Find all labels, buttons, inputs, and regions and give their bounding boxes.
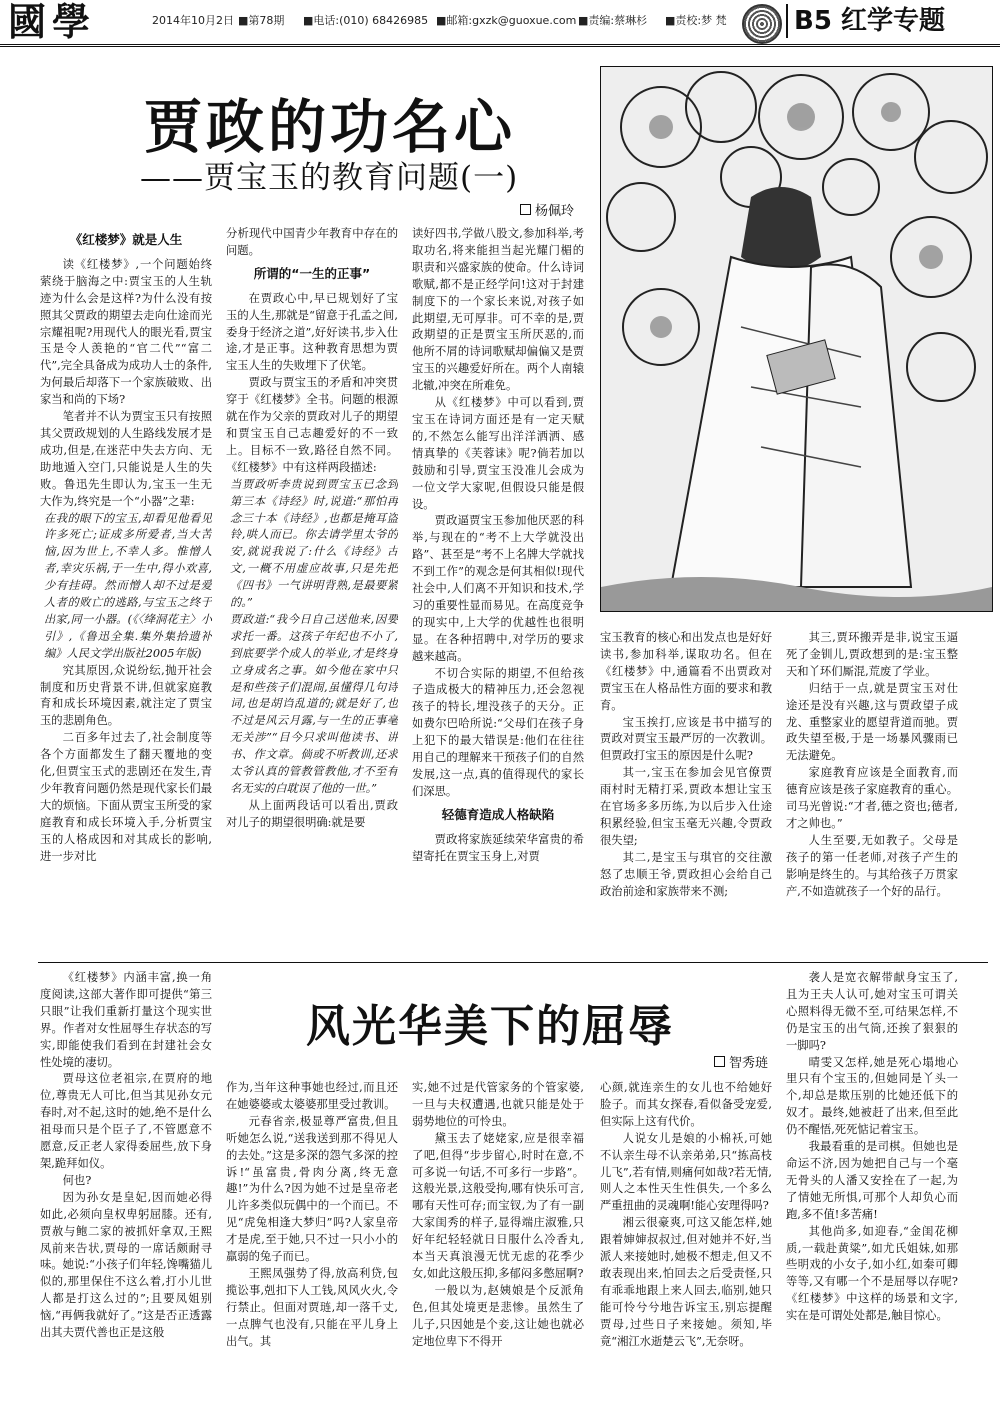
paragraph: 其二,是宝玉与琪官的交往激怒了忠顺王爷,贾政担心会给自己政治前途和家族带来不测; — [600, 850, 772, 898]
paragraph: 因为孙女是皇妃,因而她必得如此,必须向皇权卑躬屈膝。还有,贾赦与鲍二家的被抓奸拿双,王熙凤前来告状,贾母的一席话颇耐寻味。她说:“小孩子们年轻,馋嘴猫儿似的,那里保住不这么着,打小儿世人都是打这么过的”;且要凤姐别恼,“再俩我就好了。”这是否正透露出其夫贾代善也正是这般 — [40, 1190, 212, 1340]
proofreader: ■责校:梦 梵 — [665, 14, 727, 27]
article2-column-5 — [786, 970, 958, 1400]
article2-column-4 — [600, 1080, 772, 1400]
article1-column-1 — [40, 226, 212, 956]
paragraph: 贾母这位老祖宗,在贾府的地位,尊贵无人可比,但当其见孙女元春时,对不起,这时的她,绝不是什么祖母而只是个臣子了,不管愿意不愿意,反正老人家得委屈些,放下身架,跪拜如仪。 — [40, 1072, 212, 1170]
paragraph: 二百多年过去了,社会制度等各个方面都发生了翻天覆地的变化,但贾宝玉式的悲剧还在发生,青少年教育问题仍然是现代家长们最大的烦恼。下面从贾宝玉所受的家庭教育和成长环境入手,分析贾宝玉的人格成因和对其成长的影响,进一步对比 — [40, 731, 212, 863]
subhead: 轻德育造成人格缺陷 — [441, 806, 555, 822]
paragraph: 人生至要,无如教子。父母是孩子的第一任老师,对孩子产生的影响是终生的。与其给孩子万贯家产,不如造就孩子一个好的品行。 — [786, 833, 958, 898]
header-rule — [0, 44, 1000, 47]
paragraph: 归结于一点,就是贾宝玉对仕途还是没有兴趣,这与贾政望子成龙、重整家业的愿望背道而驰。贾政失望至极,于是一场暴风骤雨已无法避免。 — [786, 681, 958, 763]
article2-column-2 — [226, 1080, 398, 1400]
page-header — [0, 0, 1000, 44]
issue-date: 2014年10月2日 — [152, 14, 234, 27]
paragraph: 黛玉去了姥姥家,应是很幸福了吧,但得“步步留心,时时在意,不可多说一句话,不可多行一步路”。这般光景,这般受拘,哪有快乐可言,哪有天性可存;而宝钗,为了有一副大家闺秀的样子,显得端庄淑雅,只好年纪轻轻就日日服什么冷香丸,本当天真浪漫无忧无虑的花季少女,如此这般压抑,多郁闷多憋屈啊? — [412, 1131, 584, 1280]
article1-column-3 — [412, 226, 584, 956]
illustration-image — [600, 66, 993, 612]
article1-column-4 — [600, 630, 772, 956]
responsible-editor: ■责编:蔡琳杉 — [578, 14, 648, 27]
seal-icon — [742, 4, 782, 44]
paragraph: 家庭教育应该是全面教育,而德育应该是孩子家庭教育的重心。司马光曾说:“才者,德之资也;德者,才之帅也。” — [786, 766, 958, 830]
quotation: 在我的眼下的宝玉,却看见他看见许多死亡;证成多所爱者,当大苦恼,因为世上,不幸人多。惟憎人者,幸灾乐祸,于一生中,得小欢喜,少有挂碍。然而憎人却不过是爱人者的败亡的逃路,与宝玉之终于出家,同一小器。(《〈绛洞花主〉小引》,《鲁迅全集.集外集拾遗补编》人民文学出版社2005年版) — [44, 511, 212, 660]
article1-title: 贾政的功名心 — [143, 93, 516, 161]
paragraph: 其三,贾环搬弄是非,说宝玉逼死了金钏儿,贾政想到的是:宝玉整天和丫环们厮混,荒废了学业。 — [786, 631, 958, 678]
ink-drawing-icon — [601, 67, 992, 611]
paragraph: 袭人是宽衣解带献身宝玉了,且为王夫人认可,她对宝玉可谓关心照料得无微不至,可结果怎样,不仍是宝玉的出气筒,还挨了狠狠的一脚吗? — [786, 971, 958, 1052]
paragraph: 其一,宝玉在参加会见官僚贾雨村时无精打采,贾政本想让宝玉在官场多多历练,为以后步入仕途积累经验,但宝玉毫无兴趣,令贾政很失望; — [600, 766, 772, 847]
article2-column-3 — [412, 1080, 584, 1400]
paragraph: 不切合实际的期望,不但给孩子造成极大的精神压力,还会忽视孩子的特长,埋没孩子的天分。正如费尔巴哈所说:“父母们在孩子身上犯下的最大错误是:他们在往往用自己的理解来干预孩子们的自然发展,这一点,真的值得现代的家长们深思。 — [412, 666, 584, 798]
paragraph: 贾政与贾宝玉的矛盾和冲突贯穿于《红楼梦》全书。问题的根源就在作为父亲的贾政对儿子的期望和贾宝玉自己志趣爱好的不一致上。目标不一致,路径自然不同。《红楼梦》中有这样两段描述: — [226, 376, 398, 474]
paragraph: 贾政将家族延续荣华富贵的希望寄托在贾宝玉身上,对贾 — [412, 832, 584, 863]
paragraph: 一般以为,赵姨娘是个反派角色,但其处境更是悲惨。虽然生了儿子,只因她是个妾,这让她也就必定地位卑下不得开 — [412, 1283, 584, 1348]
paragraph: 元春省亲,极显尊严富贵,但且听她怎么说,“送我送到那不得见人的去处。”这是多深的怨气多深的控诉!“虽富贵,骨肉分离,终无意趣!”为什么?因为她不过是皇帝老儿许多类似玩偶中的一个而已。不见“虎兔相逢大梦归”吗?人家皇帝才是虎,至于她,只不过一只小小的羸弱的兔子而已。 — [226, 1114, 398, 1264]
article2-byline: 智秀琏 — [714, 1052, 768, 1071]
paragraph: 读《红楼梦》,一个问题始终萦绕于脑海之中:贾宝玉的人生轨迹为什么会是这样?为什么没有按照其父贾政的期望去走向仕途而光宗耀祖呢?用现代人的眼光看,贾宝玉是令人羡艳的“官二代”“富二代”,完全具备成为成功人士的条件,为何最后却落下一个家族破败、出家当和尚的下场? — [40, 257, 212, 407]
paragraph: 实,她不过是代管家务的个管家婆,一旦与夫权遭遇,也就只能是处于弱势地位的可怜虫。 — [412, 1081, 584, 1128]
paragraph: 从《红楼梦》中可以看到,贾宝玉在诗词方面还是有一定天赋的,不然怎么能写出洋洋洒洒、感情真挚的《芙蓉诔》呢?倘若加以鼓励和引导,贾宝玉没准儿会成为一位文学大家呢,但假设只能是假设。 — [412, 396, 584, 511]
article2-column-1 — [40, 970, 212, 1400]
paragraph: 分析现代中国青少年教育中存在的问题。 — [226, 227, 398, 257]
quotation: 贾政道:“我今日自己送他来,因要求托一番。这孩子年纪也不小了,到底要学个成人的举业,才是终身立身成名之事。如今他在家中只是和些孩子们混闹,虽懂得几句诗词,也是胡诌乱道的;就是好了,也不过是风云月露,与一生的正事毫无关涉”“目今只求叫他读书、讲书、作文章。倘或不听教训,还求太爷认真的管教管教他,才不至有名无实的白耽误了他的一世。” — [230, 612, 398, 795]
masthead-logo: 國學 — [8, 0, 97, 44]
article-divider — [38, 962, 988, 963]
paragraph: 究其原因,众说纷纭,抛开社会制度和历史背景不讲,但就家庭教育和成长环境因素,就注定了贾宝玉的悲剧角色。 — [40, 663, 212, 728]
paragraph: 人说女儿是娘的小棉袄,可她不认亲生母不认亲弟弟,只“拣高枝儿飞”,若有情,则痛何如哉?若无情,则人之本性天生性俱失,一个多么严重扭曲的灵魂啊!能心安理得吗? — [600, 1131, 772, 1213]
paragraph: 笔者并不认为贾宝玉只有按照其父贾政规划的人生路线发展才是成功,但是,在迷茫中失去方向、无助地遁入空门,只能说是人生的失败。鲁迅先生即认为,宝玉一生无大作为,终究是一个“小器”之辈: — [40, 410, 212, 508]
article1-subtitle: ——贾宝玉的教育问题(一) — [140, 160, 519, 196]
email-address: ■邮箱:gxzk@guoxue.com — [436, 14, 577, 27]
issue-number: ■第78期 — [238, 14, 285, 27]
article1-byline: 杨佩玲 — [520, 200, 574, 219]
paragraph: 何也? — [62, 1173, 92, 1187]
paragraph: 宝玉教育的核心和出发点也是好好读书,参加科举,谋取功名。但在《红楼梦》中,通篇看不出贾政对贾宝玉在人格品性方面的要求和教育。 — [600, 631, 772, 712]
article1-column-5 — [786, 630, 958, 956]
paragraph: 其他尚多,如迎春,“金闺花柳质,一载赴黄粱”,如尤氏姐妹,如那些明戏的小女子,如小红,如秦可卿等等,又有哪一个不是屈辱以存呢?《红楼梦》中这样的场景和文字,实在是可谓处处都是,触目惊心。 — [786, 1224, 958, 1323]
paragraph: 王熙凤强势了得,放高利贷,包揽讼事,剋扣下人工钱,风风火火,令行禁止。但面对贾琏,却一落千丈,一点脾气也没有,只能在平儿身上出气。其 — [226, 1266, 398, 1348]
paragraph: 作为,当年这种事她也经过,而且还在她婆婆或太婆婆那里受过教训。 — [226, 1081, 398, 1111]
paragraph: 晴雯又怎样,她是死心塌地心里只有个宝玉的,但她同是丫头一个,却总是欺压别的比她还低下的奴才。最终,她被赶了出来,但至此仍不醒悟,死死惦记着宝玉。 — [786, 1055, 958, 1137]
article1-column-2 — [226, 226, 398, 956]
paragraph: 《红楼梦》内涵丰富,换一角度阅读,这部大著作即可提供“第三只眼”让我们重新打量这个现实世界。作者对女性屈辱生存状态的写实,即能使我们看到在封建社会女性处境的凄切。 — [40, 971, 212, 1069]
subhead: 所谓的“一生的正事” — [253, 265, 371, 281]
paragraph: 湘云很豪爽,可这又能怎样,她跟着婶婶叔叔过,但对她并不好,当派人来接她时,她极不想走,但又不敢表现出来,怕回去之后受责怪,只有乖乖地跟上来人回去,临别,她只能可怜兮兮地告诉宝玉,别忘提醒贾母,过些日子来接她。须知,毕竟“湘江水逝楚云飞”,无奈呀。 — [600, 1216, 772, 1348]
paragraph: 贾政逼贾宝玉参加他厌恶的科举,与现在的“考不上大学就没出路”、甚至是“考不上名牌大学就找不到工作”的观念是何其相似!现代社会中,人们离不开知识和技术,学习的重要性显而易见。在高度竞争的现实中,上大学的优越性也很明显。在各种招聘中,对学历的要求越来越高。 — [412, 514, 584, 663]
quotation: 当贾政听李贵说到贾宝玉已念到第三本《诗经》时,说道:“那怕再念三十本《诗经》,也都是掩耳盗铃,哄人而已。你去请学里太爷的安,就说我说了:什么《诗经》古文,一概不用虚应故事,只是先把《四书》一气讲明背熟,是最要紧的。” — [230, 477, 398, 610]
paragraph: 读好四书,学做八股文,参加科举,考取功名,将来能担当起光耀门楣的职责和兴盛家族的使命。什么诗词歌赋,都不是正经学问!这对于封建制度下的一个家长来说,对孩子如此期望,无可厚非。可不幸的是,贾政期望的正是贾宝玉所厌恶的,而他所不屑的诗词歌赋却偏偏又是贾宝玉的兴趣爱好所在。两个人南辕北辙,冲突在所难免。 — [412, 227, 584, 393]
paragraph: 心颜,就连亲生的女儿也不给她好脸子。而其女探春,看似备受宠爱,但实际上这有代价。 — [600, 1081, 772, 1128]
article2-title: 风光华美下的屈辱 — [306, 1001, 674, 1052]
paragraph: 从上面两段话可以看出,贾政对儿子的期望很明确:就是要 — [226, 798, 398, 829]
phone-number: ■电话:(010) 68426985 — [303, 14, 429, 27]
section-title: B5 红学专题 — [786, 4, 945, 38]
paragraph: 宝玉挨打,应该是书中描写的贾政对贾宝玉最严厉的一次教训。但贾政打宝玉的原因是什么呢? — [600, 715, 772, 763]
paragraph: 我最看重的是司棋。但她也是命运不济,因为她把自己与一个毫无骨头的人潘又安拴在了一起,为了情她无所惧,可那个人却负心而跑,多不值!多苦痛! — [786, 1140, 958, 1221]
subhead: 《红楼梦》就是人生 — [69, 232, 183, 247]
paragraph: 在贾政心中,早已规划好了宝玉的人生,那就是“留意于孔孟之间,委身于经济之道”,好好读书,步入仕途,才是正事。这种教育思想为贾宝玉人生的失败埋下了伏笔。 — [226, 291, 398, 373]
